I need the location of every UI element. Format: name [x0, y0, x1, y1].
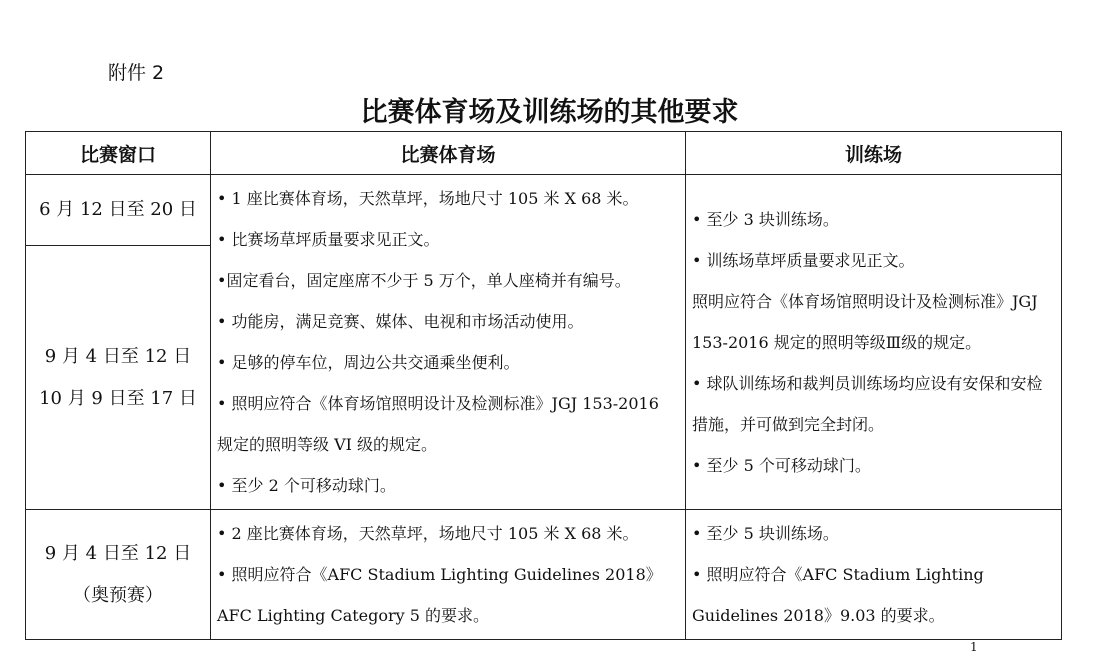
- window-cell: [26, 510, 211, 640]
- header-training: 训练场: [686, 132, 1062, 175]
- table-row: [26, 175, 1062, 246]
- attachment-label: 附件 2: [108, 62, 165, 84]
- window-text: 6 月 12 日至 20 日: [39, 199, 197, 221]
- list-item: • 照明应符合《AFC Stadium Lighting Guidelines 2018》AFC Lighting Category 5 的要求。: [217, 565, 662, 625]
- page-title: 比赛体育场及训练场的其他要求: [360, 97, 739, 128]
- training-cell: [686, 175, 1062, 510]
- list-item: • 至少 2 个可移动球门。: [217, 476, 396, 495]
- header-stadium: 比赛体育场: [211, 132, 686, 175]
- list-item: • 球队训练场和裁判员训练场均应设有安保和安检措施，并可做到完全封闭。: [692, 373, 1043, 434]
- list-item: • 至少 5 块训练场。: [692, 524, 839, 543]
- list-item: 照明应符合《体育场馆照明设计及检测标准》JGJ 153-2016 规定的照明等级Ⅲ级的规定。: [692, 291, 1038, 352]
- list-item: • 功能房，满足竞赛、媒体、电视和市场活动使用。: [217, 312, 584, 331]
- stadium-cell: [211, 510, 686, 640]
- window-text: 9 月 4 日至 12 日: [44, 345, 192, 367]
- window-cell: [26, 175, 211, 246]
- list-item: • 2 座比赛体育场，天然草坪，场地尺寸 105 米 X 68 米。: [217, 524, 639, 543]
- list-item: • 至少 3 块训练场。: [692, 209, 839, 229]
- list-item: • 训练场草坪质量要求见正文。: [692, 250, 915, 270]
- list-item: • 照明应符合《AFC Stadium Lighting Guidelines 2018》9.03 的要求。: [692, 565, 984, 625]
- window-text: 10 月 9 日至 17 日: [39, 387, 197, 409]
- list-item: • 比赛场草坪质量要求见正文。: [217, 230, 440, 249]
- window-text: 9 月 4 日至 12 日: [44, 542, 192, 564]
- stadium-cell: [211, 175, 686, 510]
- requirements-table: [25, 131, 1062, 640]
- header-window: 比赛窗口: [26, 132, 211, 175]
- training-cell: [686, 510, 1062, 640]
- list-item: • 足够的停车位，周边公共交通乘坐便利。: [217, 353, 520, 372]
- window-cell: [26, 246, 211, 510]
- list-item: • 至少 5 个可移动球门。: [692, 455, 871, 475]
- table-row: [26, 510, 1062, 640]
- table-header-row: [26, 132, 1062, 175]
- list-item: • 1 座比赛体育场，天然草坪，场地尺寸 105 米 X 68 米。: [217, 189, 639, 208]
- window-text: （奥预赛）: [73, 584, 163, 606]
- list-item: • 照明应符合《体育场馆照明设计及检测标准》JGJ 153-2016 规定的照明等级 VI 级的规定。: [217, 394, 659, 454]
- list-item: •固定看台，固定座席不少于 5 万个，单人座椅并有编号。: [217, 271, 631, 290]
- page-number: 1: [970, 640, 978, 654]
